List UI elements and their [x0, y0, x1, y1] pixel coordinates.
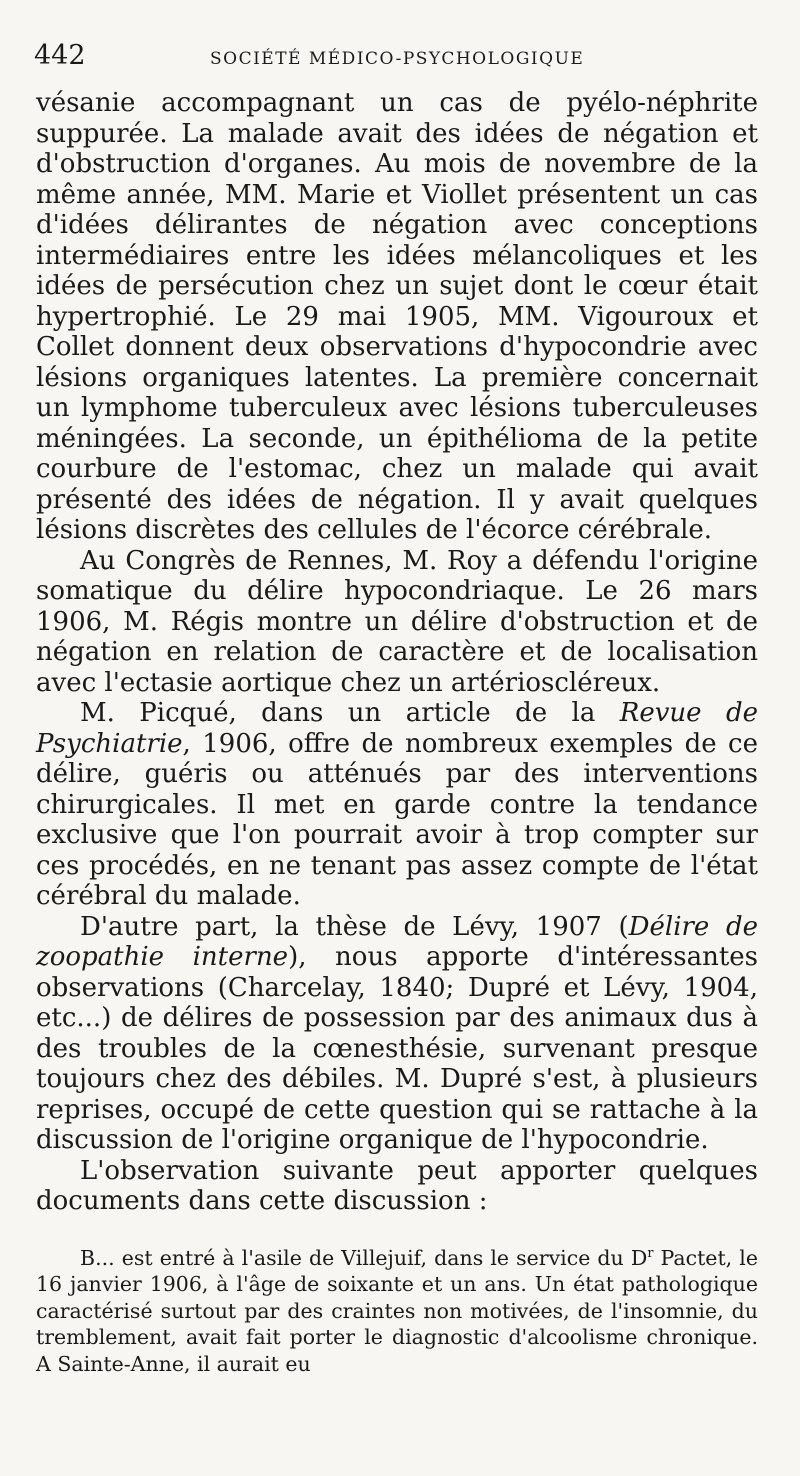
- paragraph-text: ), nous apporte d'intéressantes observations (Charcelay, 1840; Dupré et Lévy, 1904, etc...) de délires de possession par des animaux dus à des troubles de la cœnesthésie, survenant presque toujours chez des débiles. M. Dupré s'est, à plusieurs reprises, occupé de cette question qui se rattache à la discussion de l'origine organique de l'hypocondrie.: [36, 942, 758, 1155]
- paragraph-text: , 1906, offre de nombreux exemples de ce délire, guéris ou atténués par des interventions chirurgicales. Il met en garde contre la tendance exclusive que l'on pourrait avoir à trop compter sur ces procédés, en ne tenant pas assez compte de l'état cérébral du malade.: [36, 728, 758, 911]
- paragraph: [36, 912, 758, 1156]
- paragraph-text: M. Picqué, dans un article de la: [80, 698, 620, 728]
- observation-text: Pactet, le 16 janvier 1906, à l'âge de soixante et un ans. Un état pathologique caractérisé surtout par des craintes non motivées, de l'insomnie, du tremblement, avait fait porter le diagnostic d'alcoolisme chronique. A Sainte-Anne, il aurait eu: [36, 1245, 758, 1376]
- paragraph-text: D'autre part, la thèse de Lévy, 1907 (: [80, 911, 629, 942]
- thesis-title: Délire de zoopathie interne: [36, 911, 758, 972]
- observation-paragraph: [36, 1245, 758, 1378]
- paragraph: Au Congrès de Rennes, M. Roy a défendu l'origine somatique du délire hypocondriaque. Le 26 mars 1906, M. Régis montre un délire d'obstruction et de négation en relation de caractère et de localisation avec l'ectasie aortique chez un artérioscléreux.: [36, 545, 758, 698]
- running-title: SOCIÉTÉ MÉDICO-PSYCHOLOGIQUE: [210, 49, 585, 69]
- observation-block: [36, 1245, 758, 1378]
- journal-title: Revue de Psychiatrie: [36, 698, 758, 759]
- page-number: 442: [34, 40, 86, 71]
- page-header: [34, 38, 764, 78]
- paragraph: [36, 698, 758, 912]
- page-body: [36, 88, 758, 1377]
- paragraph: L'observation suivante peut apporter quelques documents dans cette discussion :: [36, 1155, 758, 1216]
- superscript: r: [647, 1244, 654, 1260]
- paragraph: vésanie accompagnant un cas de pyélo-néphrite suppurée. La malade avait des idées de négation et d'obstruction d'organes. Au mois de novembre de la même année, MM. Marie et Viollet présentent un cas d'idées délirantes de négation avec conceptions intermédiaires entre les idées mélancoliques et les idées de persécution chez un sujet dont le cœur était hypertrophié. Le 29 mai 1905, MM. Vigouroux et Collet donnent deux observations d'hypocondrie avec lésions organiques latentes. La première concernait un lymphome tuberculeux avec lésions tuberculeuses méningées. La seconde, un épithélioma de la petite courbure de l'estomac, chez un malade qui avait présenté des idées de négation. Il y avait quelques lésions discrètes des cellules de l'écorce cérébrale.: [36, 88, 758, 545]
- observation-text: B... est entré à l'asile de Villejuif, dans le service du D: [80, 1245, 648, 1270]
